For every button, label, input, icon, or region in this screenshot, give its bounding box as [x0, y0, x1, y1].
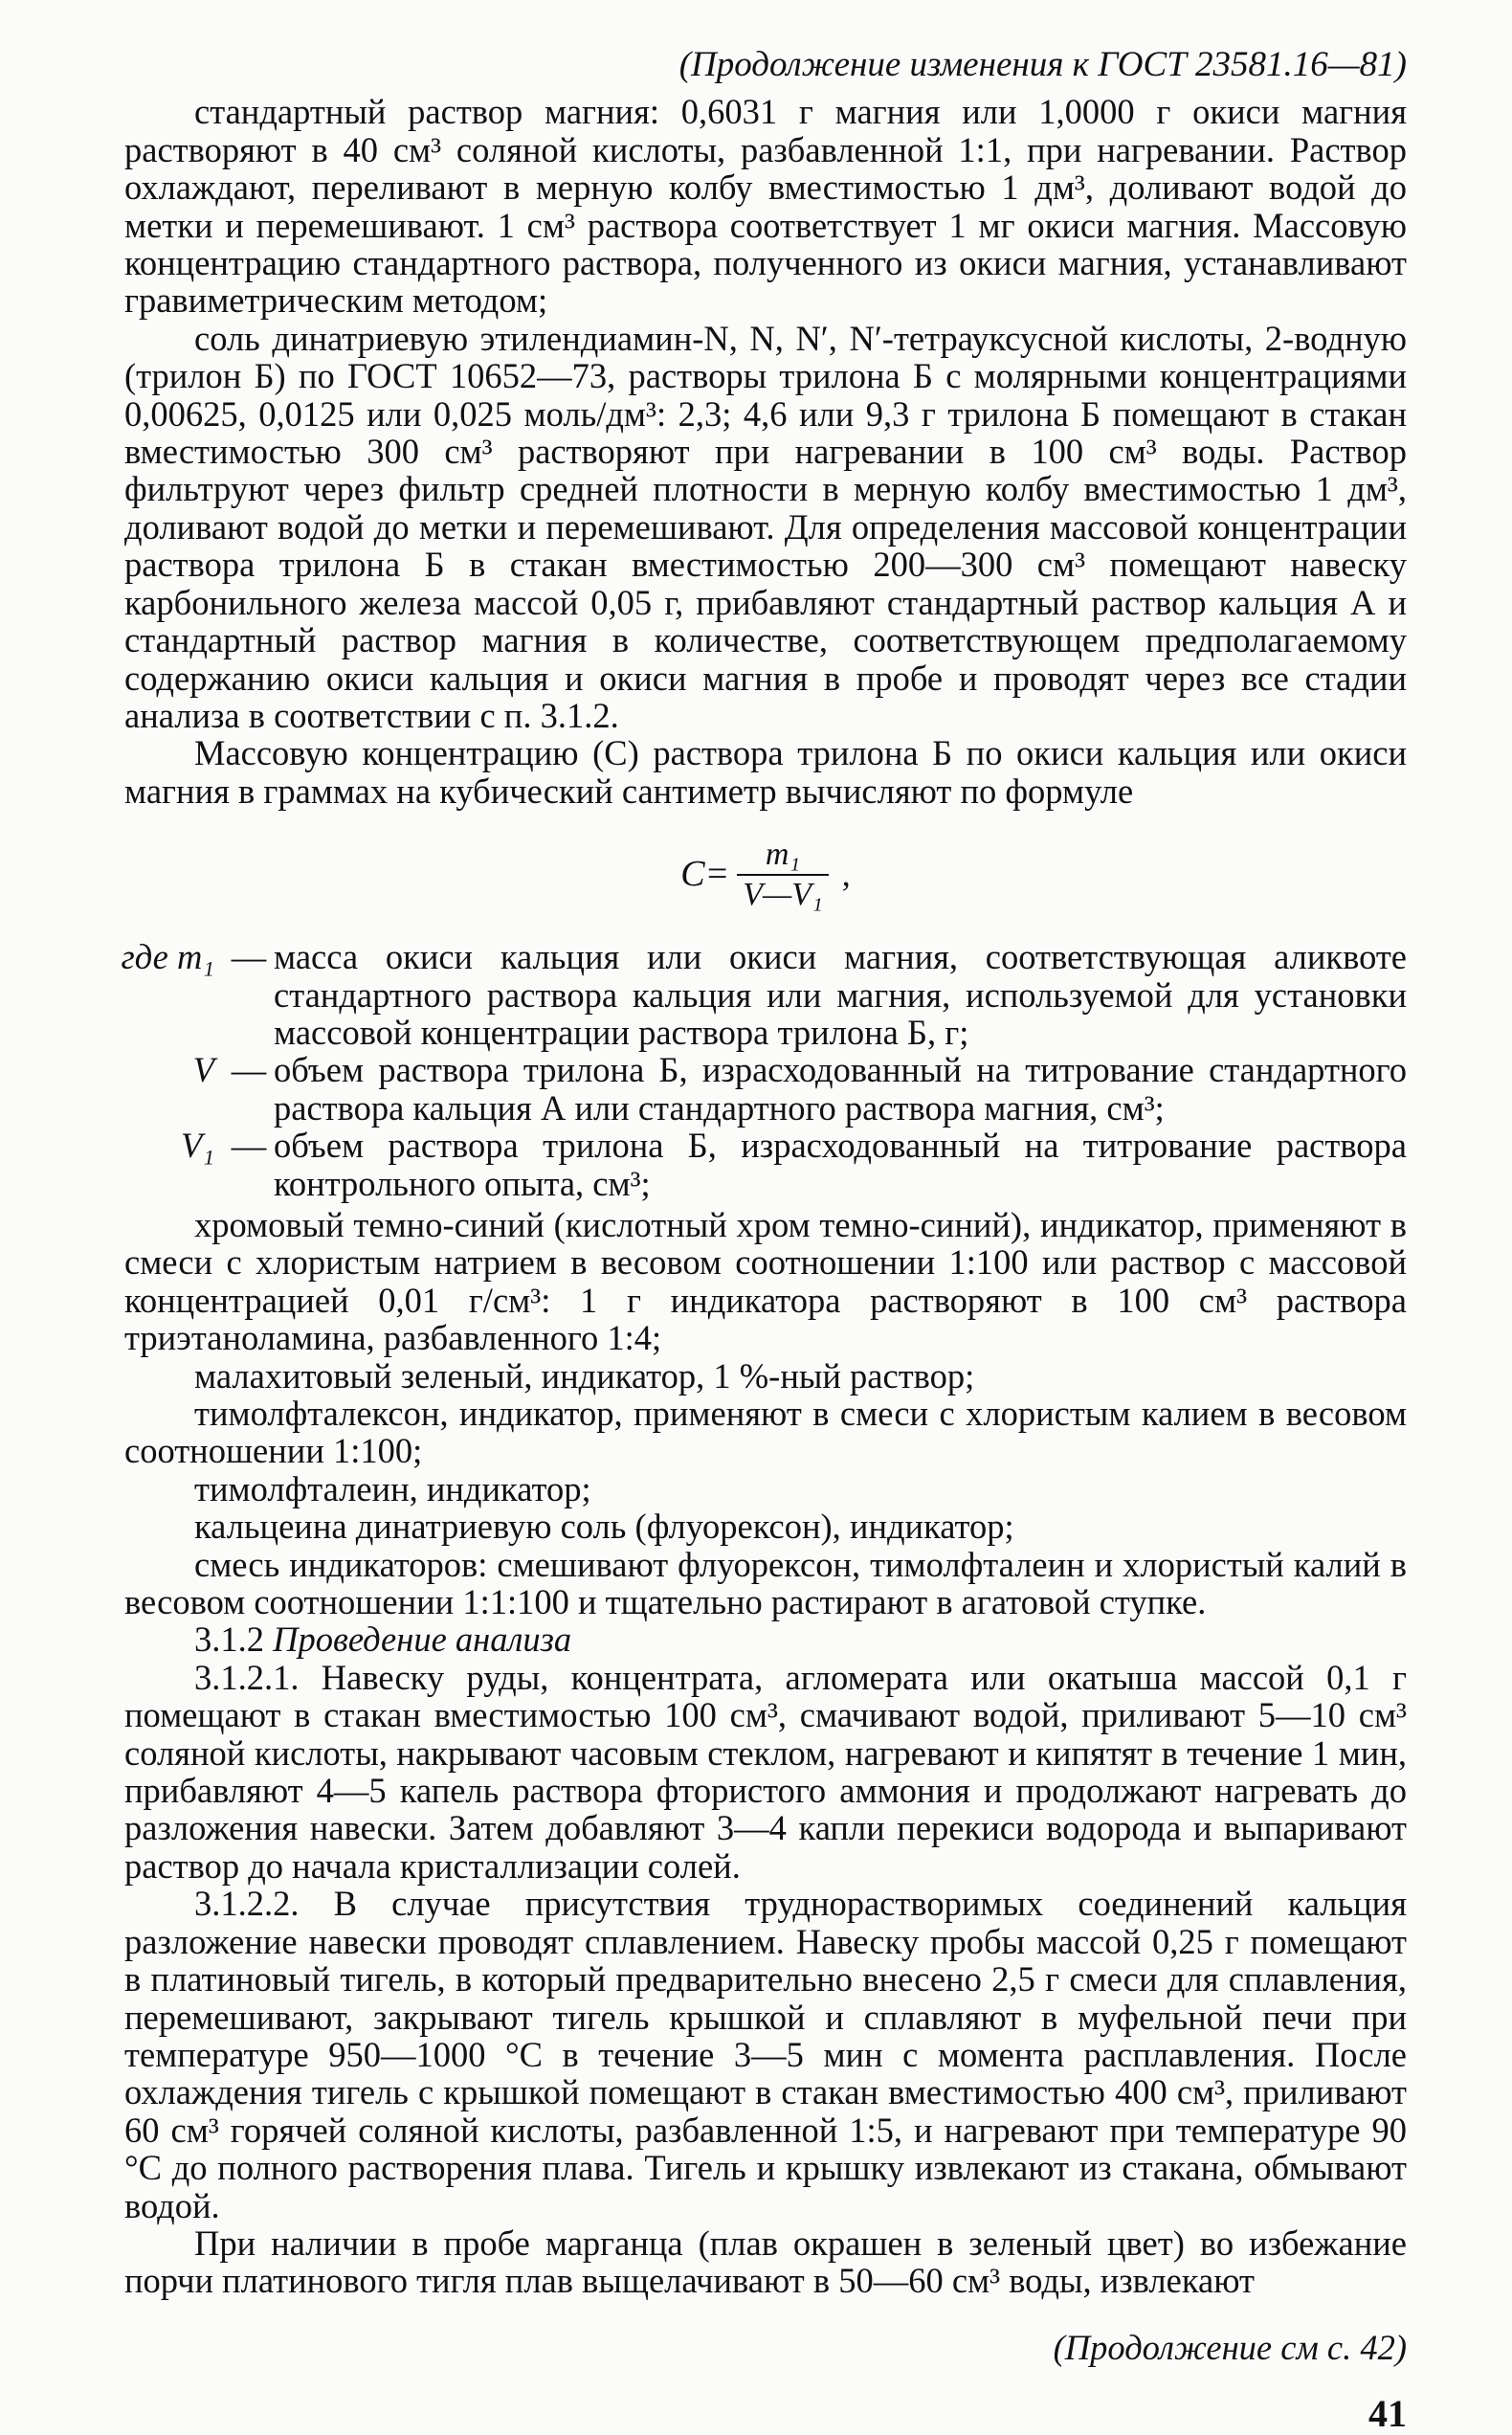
definition-item	[121, 937, 1407, 1052]
definition-dash: —	[231, 1126, 267, 1166]
section-number: 3.1.2	[194, 1620, 264, 1660]
definition-symbol: V₁	[181, 1126, 214, 1166]
paragraph: Массовую концентрацию (C) раствора трилона Б по окиси кальция или окиси магния в граммах на кубический сантиметр вычисляют по формуле	[124, 733, 1407, 811]
definition-text: объем раствора трилона Б, израсходованный на титрование стандартного раствора кальция А или стандартного раствора магния, см³;	[274, 1050, 1407, 1128]
section-heading	[124, 1620, 1407, 1658]
paragraph: хромовый темно-синий (кислотный хром темно-синий), индикатор, применяют в смеси с хлористым натрием в весовом соотношении 1:100 или раствор с массовой концентрацией 0,01 г/см³: 1 г индикатора растворяют в 100 см³ раствора триэтаноламина, разбавленного 1:4;	[124, 1204, 1407, 1358]
definition-text: объем раствора трилона Б, израсходованный на титрование раствора контрольного опыта, см³;	[274, 1126, 1407, 1203]
paragraph: 3.1.2.2. В случае присутствия труднорастворимых соединений кальция разложение навески проводят сплавлением. Навеску пробы массой 0,25 г помещают в платиновый тигель, в который предварительно внесено 2,5 г смеси для сплавления, перемешивают, закрывают тигель крышкой и сплавляют в муфельной печи при температуре 950—1000 °С в течение 3—5 мин с момента расплавления. После охлаждения тигель с крышкой помещают в стакан вместимостью 400 см³, приливают 60 см³ горячей соляной кислоты, разбавленной 1:5, и нагревают при температуре 90 °С до полного растворения плава. Тигель и крышку извлекают из стакана, обмывают водой.	[124, 1884, 1407, 2225]
definition-symbol: где m₁	[121, 937, 214, 977]
definition-text: масса окиси кальция или окиси магния, соответствующая аликвоте стандартного раствора кальция или магния, используемой для установки массовой концентрации раствора трилона Б, г;	[274, 937, 1407, 1052]
formula-denominator: V—V₁	[743, 877, 823, 913]
paragraph: При наличии в пробе марганца (плав окрашен в зеленый цвет) во избежание порчи платинового тигля плав выщелачивают в 50—60 см³ воды, извлекают	[124, 2223, 1407, 2301]
formula-fraction	[737, 836, 829, 914]
formula-lhs: C=	[680, 854, 730, 895]
continuation-note: (Продолжение см с. 42)	[1053, 2327, 1407, 2367]
definition-item	[124, 1127, 1407, 1202]
paragraph: тимолфталексон, индикатор, применяют в смеси с хлористым калием в весовом соотношении 1:100;	[124, 1394, 1407, 1471]
definition-item	[124, 1051, 1407, 1127]
paragraph: смесь индикаторов: смешивают флуорексон, тимолфталеин и хлористый калий в весовом соотношении 1:1:100 и тщательно растирают в агатовой ступке.	[124, 1544, 1407, 1622]
section-title: Проведение анализа	[273, 1620, 572, 1660]
definition-dash: —	[231, 937, 267, 977]
paragraph: тимолфталеин, индикатор;	[194, 1468, 591, 1508]
formula	[124, 829, 1407, 921]
paragraph: 3.1.2.1. Навеску руды, концентрата, агломерата или окатыша массой 0,1 г помещают в стакан вместимостью 100 см³, смачивают водой, приливают 5—10 см³ соляной кислоты, накрывают часовым стеклом, нагревают и кипятят в течение 1 мин, прибавляют 4—5 капель раствора фтористого аммония и продолжают нагревать до разложения навески. Затем добавляют 3—4 капли перекиси водорода и выпаривают раствор до начала кристаллизации солей.	[124, 1657, 1407, 1886]
paragraph: кальцеина динатриевую соль (флуорексон), индикатор;	[194, 1507, 1014, 1547]
paragraph: соль динатриевую этилендиамин-N, N, N′, N′-тетрауксусной кислоты, 2-водную (трилон Б) по ГОСТ 10652—73, растворы трилона Б с молярными концентрациями 0,00625, 0,0125 или 0,025 моль/дм³: 2,3; 4,6 или 9,3 г трилона Б помещают в стакан вместимостью 300 см³ растворяют при нагревании в 100 см³ воды. Раствор фильтруют через фильтр средней плотности в мерную колбу вместимостью 1 дм³, доливают водой до метки и перемешивают. Для определения массовой концентрации раствора трилона Б в стакан вместимостью 200—300 см³ помещают навеску карбонильного железа массой 0,05 г, прибавляют стандартный раствор кальция А и стандартный раствор магния в количестве, соответствующем предполагаемому содержанию окиси кальция и окиси магния в пробе и проводят через все стадии анализа в соответствии с п. 3.1.2.	[124, 318, 1407, 735]
formula-trail: ,	[841, 855, 851, 894]
paragraph: стандартный раствор магния: 0,6031 г магния или 1,0000 г окиси магния растворяют в 40 см³ соляной кислоты, разбавленной 1:1, при нагревании. Раствор охлаждают, переливают в мерную колбу вместимостью 1 дм³, доливают водой до метки и перемешивают. 1 см³ раствора соответствует 1 мг окиси магния. Массовую концентрацию стандартного раствора, полученного из окиси магния, устанавливают гравиметрическим методом;	[124, 92, 1407, 321]
paragraph: малахитовый зеленый, индикатор, 1 %-ный раствор;	[194, 1355, 975, 1396]
page-number: 41	[1368, 2392, 1407, 2435]
document-page	[121, 45, 1407, 2435]
definition-symbol: V	[192, 1050, 214, 1090]
definition-dash: —	[231, 1050, 267, 1090]
definitions-list	[121, 937, 1407, 1203]
running-header: (Продолжение изменения к ГОСТ 23581.16—81)	[678, 45, 1407, 84]
formula-numerator: m₁	[765, 837, 801, 873]
